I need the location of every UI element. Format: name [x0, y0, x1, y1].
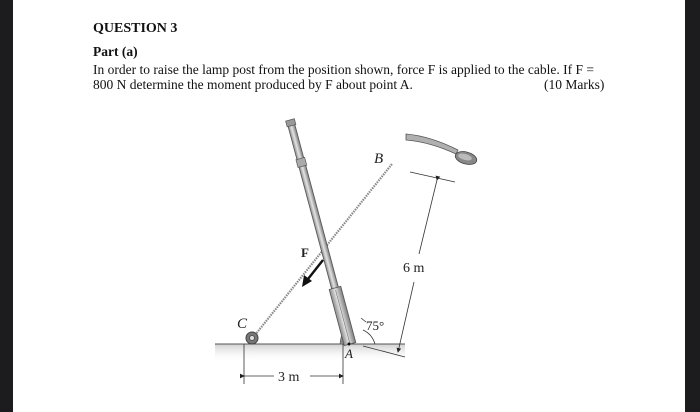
label-75-degrees: 75° [366, 318, 385, 333]
lamp-head [406, 134, 478, 167]
label-c: C [237, 316, 248, 332]
marks-label: (10 Marks) [544, 77, 605, 92]
lamp-pole [284, 118, 356, 345]
part-heading: Part (a) [93, 44, 138, 59]
ground [215, 344, 405, 362]
label-3m: 3 m [278, 370, 300, 385]
label-a: A [345, 346, 353, 361]
question-title: QUESTION 3 [93, 21, 178, 36]
label-f: F [301, 245, 309, 260]
label-6m: 6 m [403, 261, 425, 276]
pulley-c-icon [246, 332, 258, 344]
label-b: B [374, 151, 384, 167]
question-text-line-2: 800 N determine the moment produced by F about point A. [93, 77, 413, 92]
question-text-line-1: In order to raise the lamp post from the position shown, force F is applied to the cable. If F = [93, 62, 595, 77]
